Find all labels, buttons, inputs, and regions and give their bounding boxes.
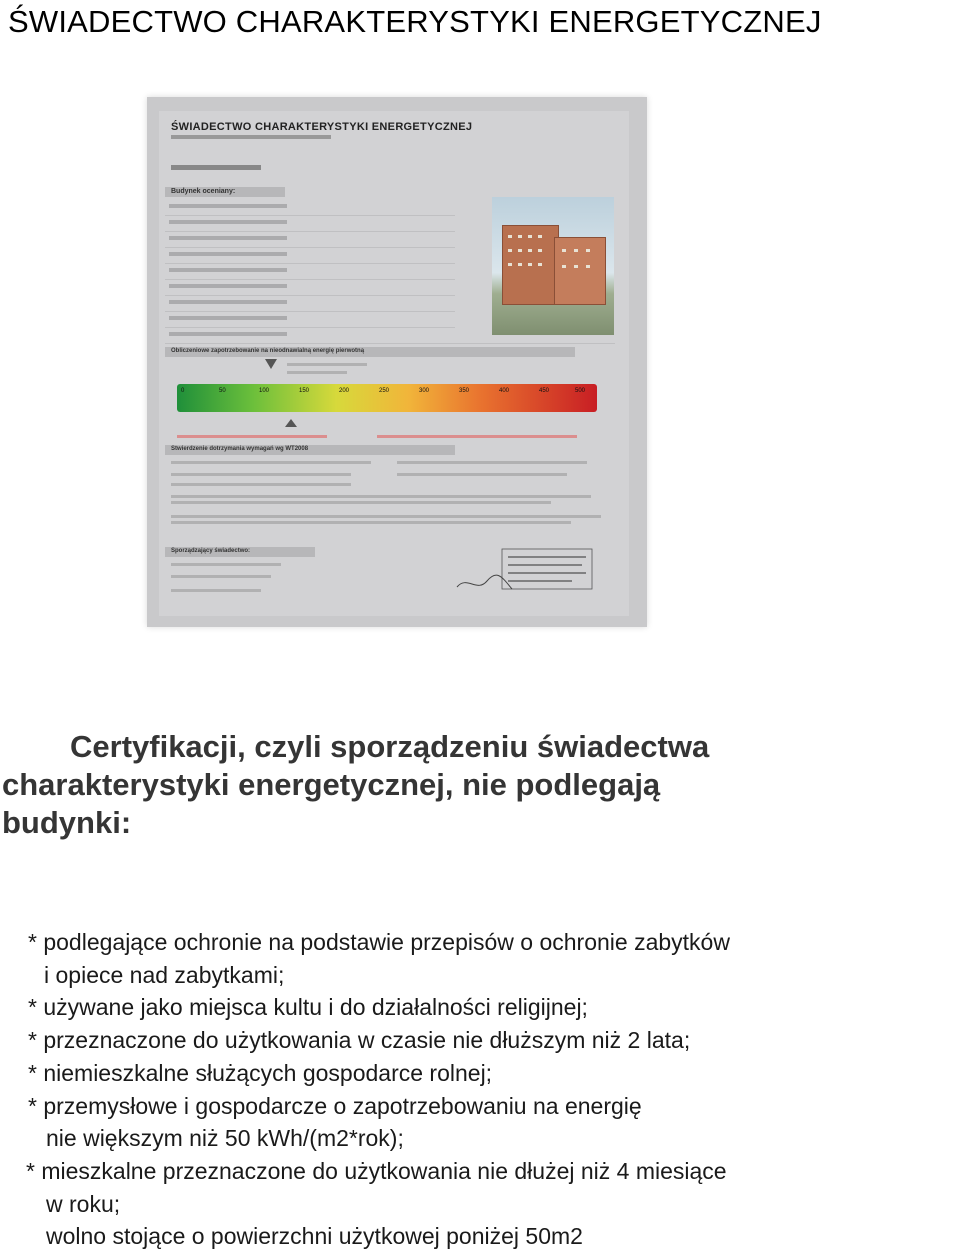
building-section-title: Budynek oceniany:	[171, 188, 236, 195]
exemption-list	[28, 926, 730, 1253]
list-item: nie większym niż 50 kWh/(m2*rok);	[46, 1125, 404, 1152]
scale-label: 200	[339, 388, 350, 394]
list-item: * mieszkalne przeznaczone do użytkowania nie dłużej niż 4 miesiące	[26, 1157, 727, 1184]
certificate-subheader	[171, 135, 331, 139]
cert-row	[165, 201, 455, 216]
list-item: i opiece nad zabytkami;	[44, 961, 285, 988]
list-item: * używane jako miejsca kultu i do działalności religijnej;	[28, 994, 588, 1021]
page-title: ŚWIADECTWO CHARAKTERYSTYKI ENERGETYCZNEJ	[8, 4, 822, 39]
certificate-validity	[171, 165, 261, 170]
list-item: * podlegające ochronie na podstawie przepisów o ochronie zabytków	[28, 929, 730, 955]
certificate-header: ŚWIADECTWO CHARAKTERYSTYKI ENERGETYCZNEJ	[171, 121, 473, 133]
list-item: * przeznaczone do użytkowania w czasie nie dłuższym niż 2 lata;	[28, 1027, 691, 1054]
heading-line-3: budynki:	[2, 805, 132, 840]
signature-stamp	[452, 547, 602, 597]
list-item: * przemysłowe i gospodarcze o zapotrzebowaniu na energię	[28, 1092, 642, 1119]
scale-label: 400	[499, 388, 510, 394]
scale-label: 500	[575, 388, 586, 394]
building-shape	[554, 237, 606, 305]
cert-row	[165, 281, 455, 296]
ep-arrow-icon	[265, 359, 277, 369]
list-item: * niemieszkalne służących gospodarce rolnej;	[28, 1059, 493, 1086]
scale-label: 0	[181, 388, 185, 394]
heading-line-1: Certyfikacji, czyli sporządzeniu świadectwa	[70, 729, 710, 764]
heading-line-2: charakterystyki energetycznej, nie podlegają	[2, 767, 661, 802]
scale-label: 350	[459, 388, 470, 394]
requirements-section-title: Stwierdzenie dotrzymania wymagań wg WT2008	[171, 446, 309, 452]
scale-label: 450	[539, 388, 550, 394]
scale-label: 100	[259, 388, 270, 394]
cert-row	[165, 265, 455, 280]
cert-row	[165, 297, 455, 312]
building-photo	[492, 197, 614, 335]
certificate-image	[147, 97, 647, 627]
scale-label: 50	[219, 388, 226, 394]
energy-scale-labels	[177, 388, 597, 398]
cert-row	[165, 233, 455, 248]
list-item: wolno stojące o powierzchni użytkowej poniżej 50m2	[46, 1223, 583, 1250]
energy-section-title: Obliczeniowe zapotrzebowanie na nieodnawialną energię pierwotną	[171, 348, 365, 354]
cert-row	[165, 313, 455, 328]
scale-label: 300	[419, 388, 430, 394]
cert-row	[165, 249, 455, 264]
list-item: w roku;	[46, 1190, 121, 1217]
scale-label: 150	[299, 388, 310, 394]
cert-row	[165, 217, 455, 232]
arrow-up-icon	[285, 419, 297, 427]
scale-label: 250	[379, 388, 390, 394]
author-section-title: Sporządzający świadectwo:	[171, 548, 251, 554]
